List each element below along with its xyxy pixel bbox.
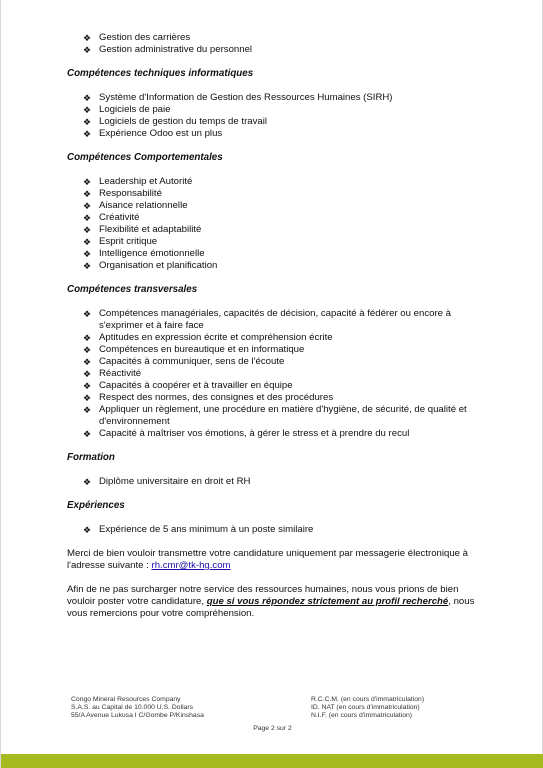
list-item: ❖ Aptitudes en expression écrite et compréhension écrite: [83, 332, 333, 343]
diamond-bullet-icon: ❖: [83, 249, 92, 259]
diamond-bullet-icon: ❖: [83, 117, 92, 127]
section-title-it: Compétences techniques informatiques: [67, 68, 254, 79]
section-title-transversal: Compétences transversales: [67, 284, 198, 295]
diamond-bullet-icon: ❖: [83, 93, 92, 103]
diamond-bullet-icon: ❖: [83, 213, 92, 223]
list-item: ❖ Capacité à maîtriser vos émotions, à gérer le stress et à prendre du recul: [83, 428, 410, 439]
list-item: ❖ Expérience de 5 ans minimum à un poste similaire: [83, 524, 314, 535]
footer-registration-info: R.C.C.M. (en cours d'immatriculation) ID. NAT (en cours d'immatriculation) N.I.F. (en cours d'immatriculation): [311, 696, 425, 720]
experience-list: [67, 524, 487, 536]
list-item: ❖ Esprit critique: [83, 236, 158, 247]
list-item: ❖ Réactivité: [83, 368, 142, 379]
diamond-bullet-icon: ❖: [83, 201, 92, 211]
list-item: ❖ Respect des normes, des consignes et des procédures: [83, 392, 334, 403]
notice-emphasis: que si vous répondez strictement au profil recherché: [206, 596, 449, 607]
list-item: ❖ Intelligence émotionnelle: [83, 248, 205, 259]
diamond-bullet-icon: ❖: [83, 333, 92, 343]
list-item: ❖ Capacités à communiquer, sens de l'écoute: [83, 356, 285, 367]
diamond-bullet-icon: ❖: [83, 393, 92, 403]
list-item: ❖ Organisation et planification: [83, 260, 218, 271]
diamond-bullet-icon: ❖: [83, 105, 92, 115]
list-item: ❖ Leadership et Autorité: [83, 176, 193, 187]
diamond-bullet-icon: ❖: [83, 429, 92, 439]
diamond-bullet-icon: ❖: [83, 177, 92, 187]
list-item: ❖ Compétences en bureautique et en informatique: [83, 344, 305, 355]
email-link[interactable]: rh.cmr@tk-hg.com: [151, 560, 231, 571]
document-content: [67, 32, 487, 620]
list-item: ❖ Expérience Odoo est un plus: [83, 128, 223, 139]
diamond-bullet-icon: ❖: [83, 309, 92, 319]
list-item: ❖ Compétences managériales, capacités de décision, capacité à fédérer ou encore à s'exprimer et à faire face: [83, 308, 451, 331]
list-item: ❖ Aisance relationnelle: [83, 200, 188, 211]
list-item: ❖ Responsabilité: [83, 188, 162, 199]
section-title-experience: Expériences: [67, 500, 125, 511]
section-title-formation: Formation: [67, 452, 115, 463]
diamond-bullet-icon: ❖: [83, 525, 92, 535]
section-title-behavior: Compétences Comportementales: [67, 152, 223, 163]
list-item: ❖ Gestion administrative du personnel: [83, 44, 253, 55]
notice-paragraph: Afin de ne pas surcharger notre service des ressources humaines, nous vous prions de bien vouloir poster votre candidature, que si vous répondez strictement au profil recherché, nous vous remercions pour votre compréhension.: [67, 584, 475, 619]
diamond-bullet-icon: ❖: [83, 381, 92, 391]
list-item: ❖ Gestion des carrières: [83, 32, 191, 43]
list-item: ❖ Créativité: [83, 212, 140, 223]
diamond-bullet-icon: ❖: [83, 261, 92, 271]
formation-list: [67, 476, 487, 488]
list-item: ❖ Flexibilité et adaptabilité: [83, 224, 202, 235]
behavior-skills-list: [67, 176, 487, 272]
list-item: ❖ Système d'Information de Gestion des Ressources Humaines (SIRH): [83, 92, 393, 103]
list-item: ❖ Diplôme universitaire en droit et RH: [83, 476, 251, 487]
bottom-color-bar: [1, 754, 543, 768]
application-paragraph: Merci de bien vouloir transmettre votre candidature uniquement par messagerie électronique à l'adresse suivante : rh.cmr@tk-hg.com: [67, 548, 469, 571]
diamond-bullet-icon: ❖: [83, 33, 92, 43]
top-list: [67, 32, 487, 56]
diamond-bullet-icon: ❖: [83, 129, 92, 139]
diamond-bullet-icon: ❖: [83, 189, 92, 199]
transversal-skills-list: [67, 308, 487, 440]
it-skills-list: [67, 92, 487, 140]
list-item: ❖ Capacités à coopérer et à travailler en équipe: [83, 380, 293, 391]
list-item: ❖ Logiciels de paie: [83, 104, 171, 115]
diamond-bullet-icon: ❖: [83, 225, 92, 235]
page-number: Page 2 sur 2: [253, 725, 292, 732]
diamond-bullet-icon: ❖: [83, 357, 92, 367]
diamond-bullet-icon: ❖: [83, 45, 92, 55]
footer-company-info: Congo Mineral Resources Company S.A.S. au Capital de 10.000 U.S. Dollars 55/A Avenue Lukusa I C/Gombe P/Kinshasa: [71, 696, 204, 720]
diamond-bullet-icon: ❖: [83, 237, 92, 247]
list-item: ❖ Appliquer un règlement, une procédure en matière d'hygiène, de sécurité, de qualité et d'environnement: [83, 404, 467, 427]
list-item: ❖ Logiciels de gestion du temps de travail: [83, 116, 267, 127]
diamond-bullet-icon: ❖: [83, 345, 92, 355]
diamond-bullet-icon: ❖: [83, 369, 92, 379]
diamond-bullet-icon: ❖: [83, 477, 92, 487]
diamond-bullet-icon: ❖: [83, 405, 92, 415]
